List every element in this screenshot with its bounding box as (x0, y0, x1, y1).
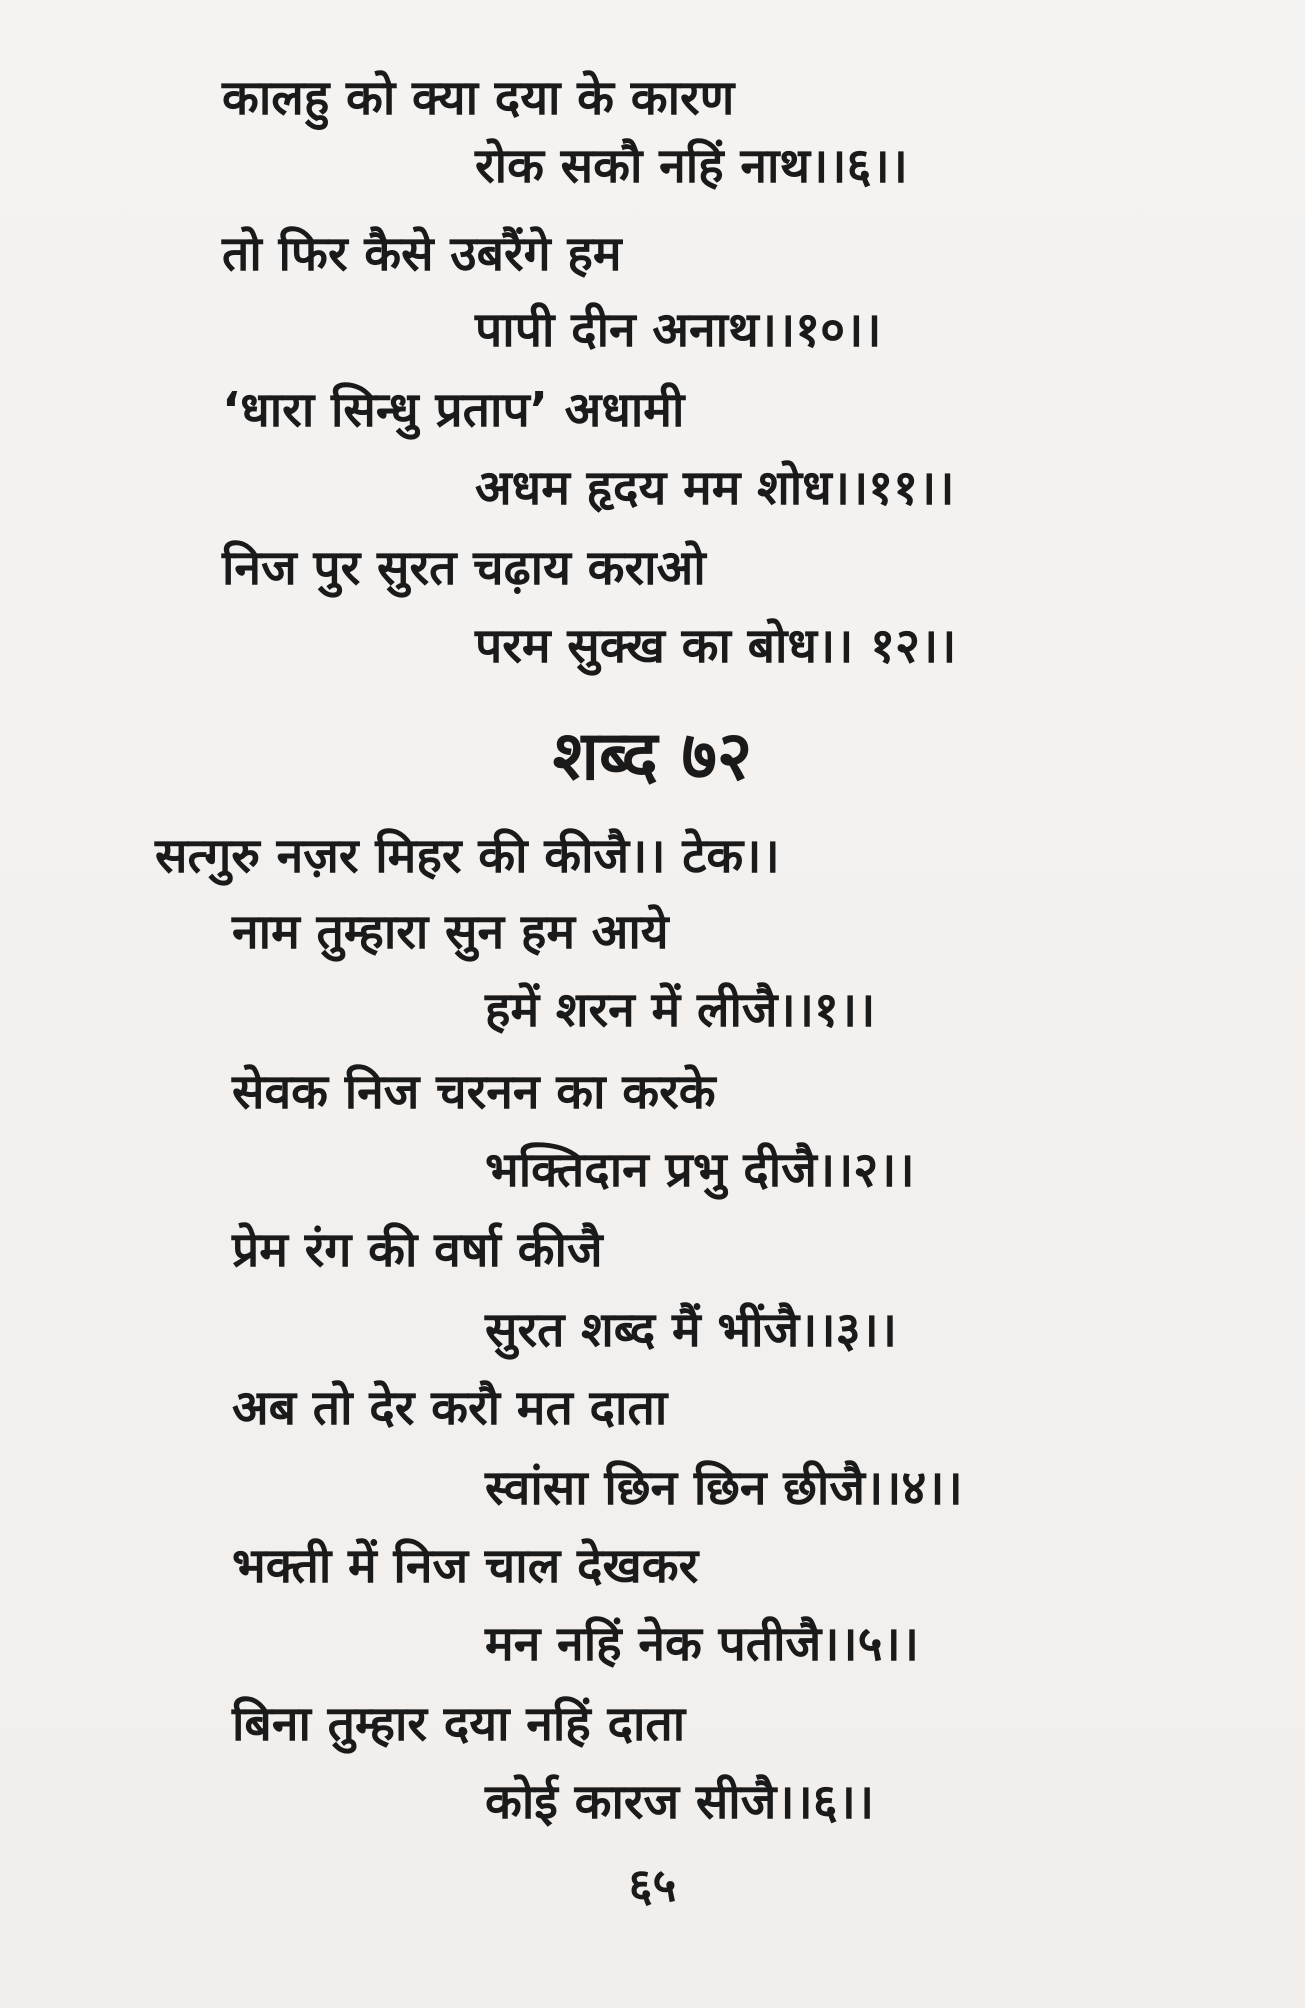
verse-2-line-1: सेवक निज चरनन का करके (232, 1064, 716, 1120)
verse-6-line-1: बिना तुम्हार दया नहिं दाता (232, 1696, 686, 1752)
page-number: ६५ (628, 1858, 677, 1912)
verse-4-line-2: स्वांसा छिन छिन छीजै।।४।। (485, 1460, 963, 1516)
tek-line: सत्गुरु नज़र मिहर की कीजै।। टेक।। (155, 828, 780, 884)
verse-4-line-1: अब तो देर करौ मत दाता (232, 1380, 668, 1436)
verse-12-line-2: परम सुक्ख का बोध।। १२।। (475, 618, 957, 674)
verse-5-line-1: भक्ती में निज चाल देखकर (232, 1538, 699, 1594)
verse-10-line-1: तो फिर कैसे उबरैंगे हम (222, 226, 622, 282)
verse-6-line-2: कोई कारज सीजै।।६।। (485, 1774, 875, 1830)
verse-10-line-2: पापी दीन अनाथ।।१०।। (475, 302, 882, 358)
verse-9-line-1: कालहु को क्या दया के कारण (222, 70, 735, 126)
verse-12-line-1: निज पुर सुरत चढ़ाय कराओ (222, 540, 706, 596)
verse-11-line-2: अधम हृदय मम शोध।।११।। (475, 460, 955, 516)
verse-3-line-1: प्रेम रंग की वर्षा कीजै (232, 1222, 603, 1278)
verse-2-line-2: भक्तिदान प्रभु दीजै।।२।। (485, 1142, 915, 1198)
verse-5-line-2: मन नहिं नेक पतीजै।।५।। (485, 1616, 919, 1672)
verse-9-line-2: रोक सकौ नहिं नाथ।।६।। (475, 138, 908, 194)
verse-1-line-2: हमें शरन में लीजै।।१।। (485, 982, 876, 1038)
verse-11-line-1: ‘धारा सिन्धु प्रताप’ अधामी (222, 382, 685, 438)
shabd-heading: शब्द ७२ (552, 717, 753, 796)
verse-1-line-1: नाम तुम्हारा सुन हम आये (232, 904, 669, 960)
verse-3-line-2: सुरत शब्द मैं भींजै।।३।। (485, 1302, 897, 1358)
